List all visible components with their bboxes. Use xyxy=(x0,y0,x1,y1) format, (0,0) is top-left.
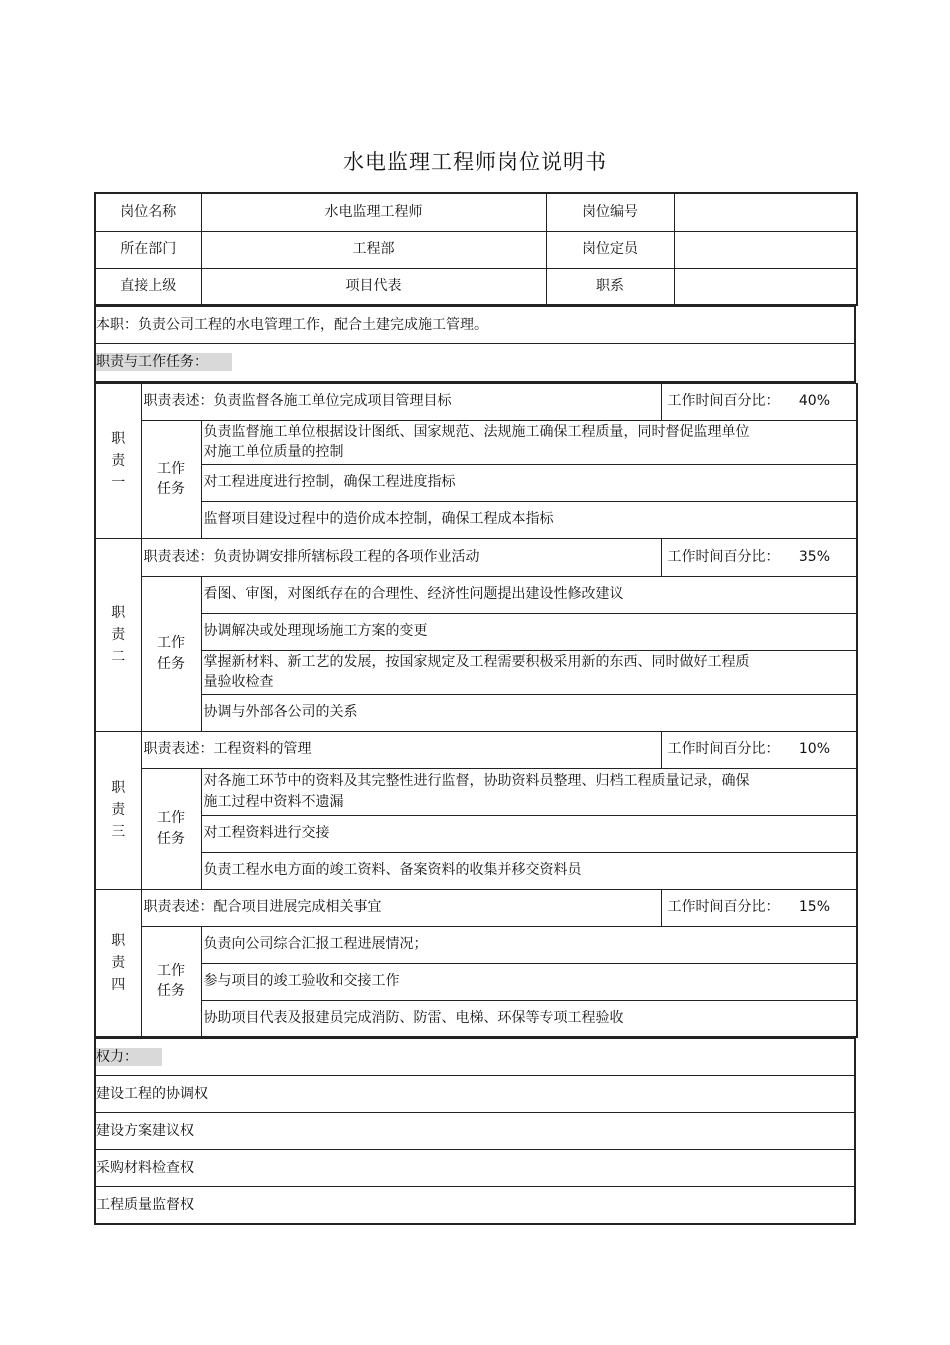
responsibilities-table xyxy=(94,383,858,1039)
percent-cell: 工作时间百分比： 15% xyxy=(661,889,857,926)
responsibility-1-description-row xyxy=(95,383,857,420)
info-row xyxy=(95,193,857,231)
info-label: 岗位名称 xyxy=(95,193,201,231)
info-value xyxy=(674,231,857,268)
responsibility-2-name: 职 责 二 xyxy=(95,538,141,731)
task-item: 协调解决或处理现场施工方案的变更 xyxy=(201,613,857,650)
percent-value: 35% xyxy=(798,548,830,565)
task-label: 工作 任务 xyxy=(141,576,201,731)
page-title: 水电监理工程师岗位说明书 xyxy=(343,150,607,174)
task-item: 看图、审图，对图纸存在的合理性、经济性问题提出建设性修改建议 xyxy=(201,576,857,613)
info-label: 岗位编号 xyxy=(546,193,674,231)
info-value xyxy=(674,268,857,305)
info-value: 水电监理工程师 xyxy=(201,193,546,231)
info-table xyxy=(94,192,858,306)
percent-cell: 工作时间百分比： 35% xyxy=(661,538,857,576)
authority-item: 建设工程的协调权 xyxy=(95,1076,855,1113)
percent-value: 10% xyxy=(798,741,830,758)
info-value xyxy=(674,193,857,231)
task-item: 负责工程水电方面的竣工资料、备案资料的收集并移交资料员 xyxy=(201,852,857,889)
task-label: 工作 任务 xyxy=(141,768,201,889)
task-label: 工作 任务 xyxy=(141,926,201,1037)
responsibility-4-name: 职 责 四 xyxy=(95,889,141,1037)
percent-cell: 工作时间百分比： 40% xyxy=(661,383,857,420)
responsibility-description: 职责表述：配合项目进展完成相关事宜 xyxy=(141,889,661,926)
info-label: 直接上级 xyxy=(95,268,201,305)
authority-item: 工程质量监督权 xyxy=(95,1187,855,1224)
job-description-form xyxy=(94,192,856,1225)
task-item: 协助项目代表及报建员完成消防、防雷、电梯、环保等专项工程验收 xyxy=(201,1000,857,1037)
percent-value: 15% xyxy=(798,899,830,916)
task-item: 对工程资料进行交接 xyxy=(201,815,857,852)
task-item: 参与项目的竣工验收和交接工作 xyxy=(201,963,857,1000)
task-item: 监督项目建设过程中的造价成本控制，确保工程成本指标 xyxy=(201,501,857,538)
duty-label: 本职： xyxy=(96,316,138,333)
authority-item: 采购材料检查权 xyxy=(95,1150,855,1187)
responsibility-4-description-row xyxy=(95,889,857,926)
duty-text: 负责公司工程的水电管理工作，配合土建完成施工管理。 xyxy=(138,316,488,333)
task-item: 负责向公司综合汇报工程进展情况； xyxy=(201,926,857,963)
authority-header-row xyxy=(95,1039,855,1076)
task-item: 掌握新材料、新工艺的发展，按国家规定及工程需要积极采用新的东西、同时做好工程质 量验收检查 xyxy=(201,650,857,694)
info-row xyxy=(95,231,857,268)
info-label: 职系 xyxy=(546,268,674,305)
info-value: 工程部 xyxy=(201,231,546,268)
duty-table xyxy=(94,306,856,383)
task-item: 协调与外部各公司的关系 xyxy=(201,694,857,731)
task-item: 对工程进度进行控制，确保工程进度指标 xyxy=(201,464,857,501)
responsibilities-header-row xyxy=(95,344,855,382)
info-label: 岗位定员 xyxy=(546,231,674,268)
info-label: 所在部门 xyxy=(95,231,201,268)
responsibility-description: 职责表述：负责协调安排所辖标段工程的各项作业活动 xyxy=(141,538,661,576)
responsibility-1-name: 职 责 一 xyxy=(95,383,141,538)
info-row xyxy=(95,268,857,305)
info-value: 项目代表 xyxy=(201,268,546,305)
percent-cell: 工作时间百分比： 10% xyxy=(661,731,857,768)
task-item: 负责监督施工单位根据设计图纸、国家规范、法规施工确保工程质量，同时督促监理单位 对施工单位质量的控制 xyxy=(201,420,857,464)
responsibilities-header: 职责与工作任务： xyxy=(96,353,232,371)
responsibility-description: 职责表述：负责监督各施工单位完成项目管理目标 xyxy=(141,383,661,420)
responsibility-2-description-row xyxy=(95,538,857,576)
responsibility-3-name: 职 责 三 xyxy=(95,731,141,889)
task-label: 工作 任务 xyxy=(141,420,201,538)
authority-table xyxy=(94,1038,856,1225)
duty-row xyxy=(95,307,855,344)
authority-item: 建设方案建议权 xyxy=(95,1113,855,1150)
responsibility-description: 职责表述：工程资料的管理 xyxy=(141,731,661,768)
percent-value: 40% xyxy=(798,393,830,410)
responsibility-3-description-row xyxy=(95,731,857,768)
authority-header: 权力： xyxy=(96,1048,162,1066)
task-item: 对各施工环节中的资料及其完整性进行监督，协助资料员整理、归档工程质量记录，确保 施工过程中资料不遗漏 xyxy=(201,768,857,815)
